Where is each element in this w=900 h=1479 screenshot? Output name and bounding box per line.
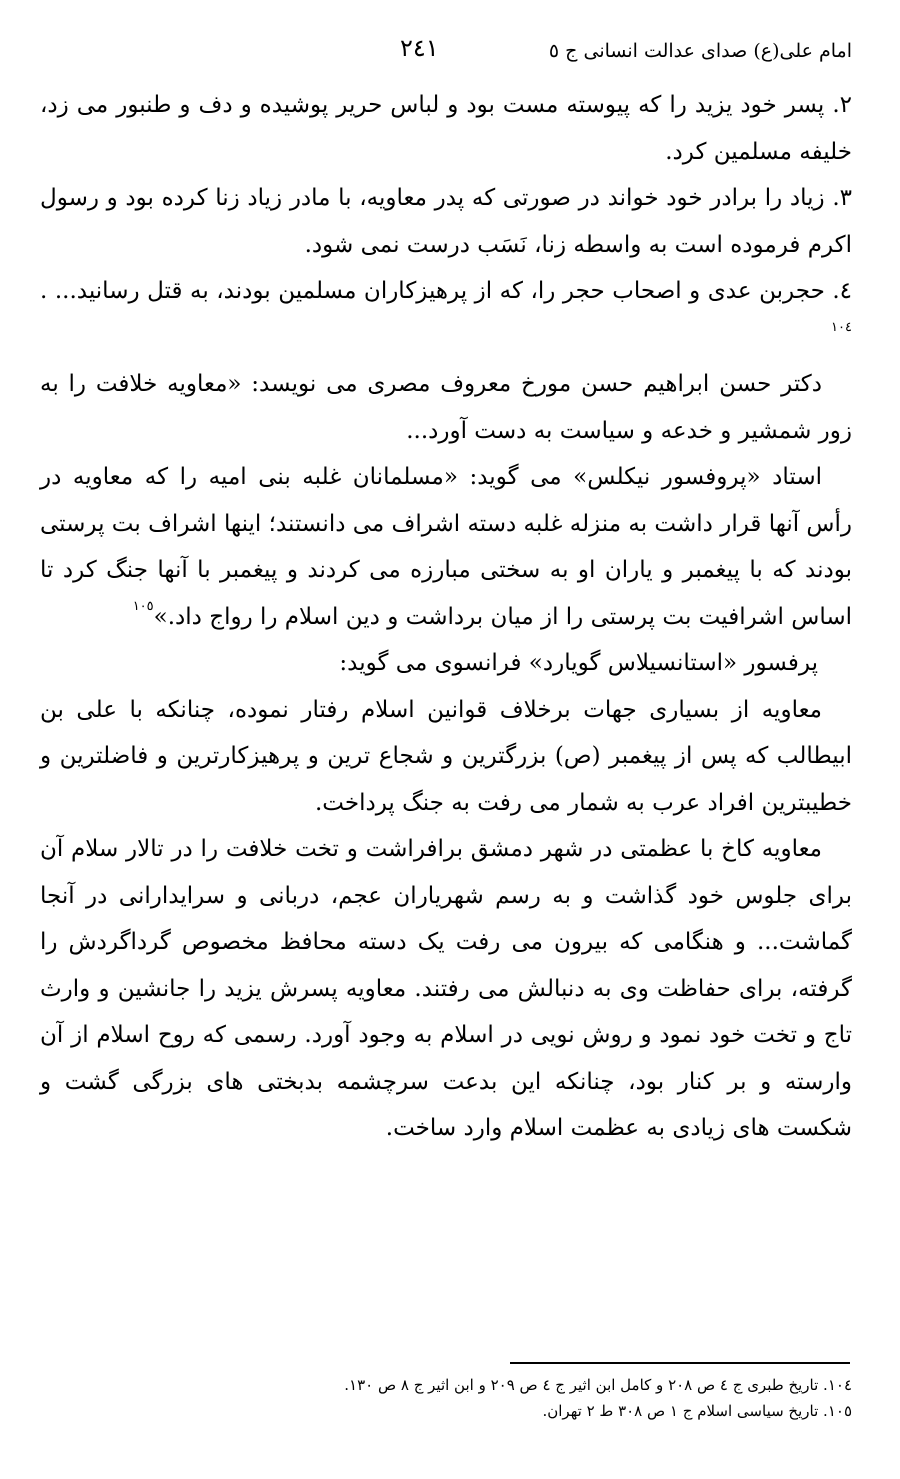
- paragraph-nicholson-quote: [40, 454, 852, 640]
- numbered-item-2: [40, 82, 852, 175]
- item-3-text: ۳. زیاد را برادر خود خواند در صورتی که پدر معاویه، با مادر زیاد زنا کرده بود و رسول اکرم فرموده است به واسطه زنا، نَسَب درست نمی شود.: [40, 185, 852, 258]
- paragraph-hassan-quote: [40, 361, 852, 454]
- guyard-quote-1-text: معاویه از بسیاری جهات برخلاف قوانین اسلام رفتار نموده، چنانکه با علی بن ابیطالب که پس از پیغمبر (ص) بزرگترین و شجاع ترین و پرهیزکارترین و فاضلترین و خطیبترین افراد عرب به شمار می رفت به جنگ پرداخت.: [40, 696, 852, 816]
- footnote-105: ۱۰٥. تاریخ سیاسی اسلام ج ۱ ص ۳۰۸ ط ۲ تهران.: [542, 1402, 852, 1420]
- item-4-text: ٤. حجربن عدی و اصحاب حجر را، که از پرهیزکاران مسلمین بودند، به قتل رسانید... .: [40, 278, 853, 304]
- footnote-ref-105: ۱۰٥: [132, 598, 154, 614]
- guyard-quote-2-text: معاویه کاخ با عظمتی در شهر دمشق برافراشت و تخت خلافت را در تالار سلام آن برای جلوس خود گذاشت و به رسم شهریاران عجم، دربانی و سرایدارانی در آنجا گماشت... و هنگامی که بیرون می رفت یک دسته محافظ مخصوص گرداگردش را گرفته، برای حفاظت وی به دنبالش می رفتند. معاویه پسرش یزید را جانشین و وارث تاج و تخت خود نمود و روش نویی در اسلام به وجود آورد. رسمی که روح اسلام از آن وارسته و بر کنار بود، چنانکه این بدعت سرچشمه بدبختی های بزرگی گشت و شکست های زیادی به عظمت اسلام وارد ساخت.: [40, 836, 852, 1141]
- footnotes: [40, 1372, 852, 1424]
- guyard-intro-text: پرفسور «استانسیلاس گویارد» فرانسوی می گوید:: [339, 650, 818, 676]
- paragraph-guyard-intro: [40, 640, 852, 687]
- page-number: ۲٤۱: [400, 34, 439, 62]
- hassan-quote-text: دکتر حسن ابراهیم حسن مورخ معروف مصری می نویسد: «معاویه خلافت را به زور شمشیر و خدعه و سیاست به دست آورد...: [40, 371, 852, 444]
- footnote-104: ۱۰٤. تاریخ طبری ج ٤ ص ۲۰۸ و کامل ابن اثیر ج ٤ ص ۲۰۹ و ابن اثیر ج ۸ ص ۱۳۰.: [344, 1376, 852, 1394]
- nicholson-quote-text: استاد «پروفسور نیکلس» می گوید: «مسلمانان غلبه بنی امیه را که معاویه در رأس آنها قرار داشت به منزله غلبه دسته اشراف می دانستند؛ اینها اشراف بت پرستی بودند که با پیغمبر و یاران او به سختی مبارزه می کردند و پیغمبر با آنها جنگ کرد تا اساس اشرافیت بت پرستی را از میان برداشت و دین اسلام را رواج داد.»: [40, 464, 852, 630]
- footnote-ref-104: ۱۰٤: [831, 319, 852, 335]
- footnote-separator: [510, 1362, 850, 1364]
- numbered-item-3: [40, 175, 852, 268]
- running-header: [40, 34, 852, 74]
- item-2-text: ۲. پسر خود یزید را که پیوسته مست بود و لباس حریر پوشیده و دف و طنبور می زد، خلیفه مسلمین کرد.: [40, 92, 852, 165]
- running-header-title: امام علی(ع) صدای عدالت انسانی ج ٥: [548, 40, 852, 62]
- numbered-item-4: [40, 268, 852, 361]
- main-text: [40, 82, 852, 1152]
- paragraph-guyard-quote-2: [40, 826, 852, 1152]
- paragraph-guyard-quote-1: [40, 687, 852, 827]
